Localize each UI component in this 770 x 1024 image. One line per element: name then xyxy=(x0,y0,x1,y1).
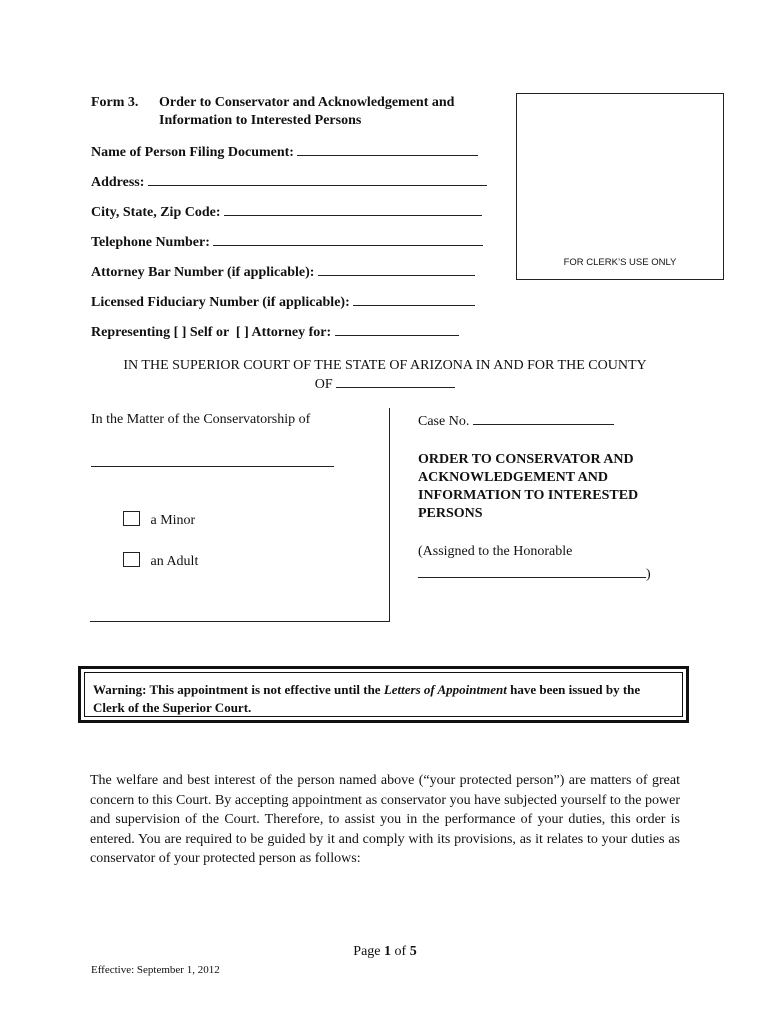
page-number: 1 xyxy=(384,944,392,959)
warning-text xyxy=(84,672,683,717)
minor-checkbox[interactable] xyxy=(123,511,140,526)
representing-blank[interactable] xyxy=(335,323,459,336)
city-state-zip-label: City, State, Zip Code: xyxy=(91,205,221,220)
adult-option[interactable] xyxy=(123,552,198,570)
warning-line2: Clerk of the Superior Court. xyxy=(93,700,252,715)
representing-self[interactable]: ] Self or xyxy=(181,325,229,340)
court-county-of: OF xyxy=(314,377,333,392)
protected-person-blank[interactable] xyxy=(91,466,334,467)
representing-prefix: Representing [ xyxy=(91,325,179,340)
form-title-line2: Information to Interested Persons xyxy=(159,113,362,128)
page-word: Page xyxy=(353,944,381,959)
filer-name-label: Name of Person Filing Document: xyxy=(91,145,294,160)
page-total: 5 xyxy=(409,944,417,959)
adult-label: an Adult xyxy=(150,554,199,569)
assigned-judge-close: ) xyxy=(646,567,651,582)
city-state-zip-field[interactable] xyxy=(91,203,482,221)
case-number-label: Case No. xyxy=(418,414,470,429)
court-heading-line2 xyxy=(90,375,680,394)
assigned-judge-blank[interactable] xyxy=(418,565,646,578)
of-word: of xyxy=(394,944,407,959)
adult-checkbox[interactable] xyxy=(123,552,140,567)
warning-part2: have been issued by the xyxy=(510,682,641,697)
fiduciary-number-label: Licensed Fiduciary Number (if applicable): xyxy=(91,295,350,310)
minor-option[interactable] xyxy=(123,511,195,529)
document-title xyxy=(418,451,638,523)
telephone-blank[interactable] xyxy=(213,233,483,246)
warning-box xyxy=(78,666,689,723)
warning-part1: Warning: This appointment is not effective until the xyxy=(93,682,381,697)
assigned-judge-label: (Assigned to the Honorable xyxy=(418,544,573,559)
clerk-use-box xyxy=(516,93,724,280)
address-label: Address: xyxy=(91,175,145,190)
body-paragraph: The welfare and best interest of the person named above (“your protected person”) are matters of great concern to this Court. By accepting appointment as conservator you have subjected yourself to the power and supervision of the Court. Therefore, to assist you in the performance of your duties, this order is entered. You are required to be guided by it and comply with its provisions, as it relates to your duties as conservator of your protected person as follows: xyxy=(90,773,680,866)
warning-italic: Letters of Appointment xyxy=(383,682,507,697)
matter-label: In the Matter of the Conservatorship of xyxy=(91,412,311,427)
document-title-line: ACKNOWLEDGEMENT AND xyxy=(418,470,608,485)
filer-name-field[interactable] xyxy=(91,143,478,161)
attorney-bar-blank[interactable] xyxy=(318,263,475,276)
representing-attorney[interactable]: [ ] Attorney for: xyxy=(235,325,332,340)
representing-field[interactable] xyxy=(91,323,459,341)
court-heading-line1: IN THE SUPERIOR COURT OF THE STATE OF ARIZONA IN AND FOR THE COUNTY xyxy=(123,358,647,373)
form-number: Form 3. xyxy=(91,95,139,110)
form-title-line1: Order to Conservator and Acknowledgement and xyxy=(159,95,455,110)
city-state-zip-blank[interactable] xyxy=(224,203,482,216)
effective-date: Effective: September 1, 2012 xyxy=(91,964,220,976)
caption-divider xyxy=(389,408,390,622)
document-title-line: PERSONS xyxy=(418,506,483,521)
assigned-judge-field[interactable] xyxy=(418,565,651,583)
page-indicator xyxy=(0,944,770,960)
document-title-line: INFORMATION TO INTERESTED xyxy=(418,488,639,503)
telephone-field[interactable] xyxy=(91,233,483,251)
address-blank[interactable] xyxy=(148,173,487,186)
county-blank[interactable] xyxy=(336,375,455,388)
caption-bottom-rule xyxy=(90,621,390,622)
address-field[interactable] xyxy=(91,173,487,191)
fiduciary-number-blank[interactable] xyxy=(353,293,475,306)
minor-label: a Minor xyxy=(150,513,196,528)
case-number-blank[interactable] xyxy=(473,412,614,425)
attorney-bar-field[interactable] xyxy=(91,263,475,281)
filer-name-blank[interactable] xyxy=(297,143,478,156)
document-title-line: ORDER TO CONSERVATOR AND xyxy=(418,452,634,467)
clerk-use-label: FOR CLERK’S USE ONLY xyxy=(563,257,677,268)
case-number-field[interactable] xyxy=(418,412,614,430)
telephone-label: Telephone Number: xyxy=(91,235,210,250)
fiduciary-number-field[interactable] xyxy=(91,293,475,311)
attorney-bar-label: Attorney Bar Number (if applicable): xyxy=(91,265,315,280)
